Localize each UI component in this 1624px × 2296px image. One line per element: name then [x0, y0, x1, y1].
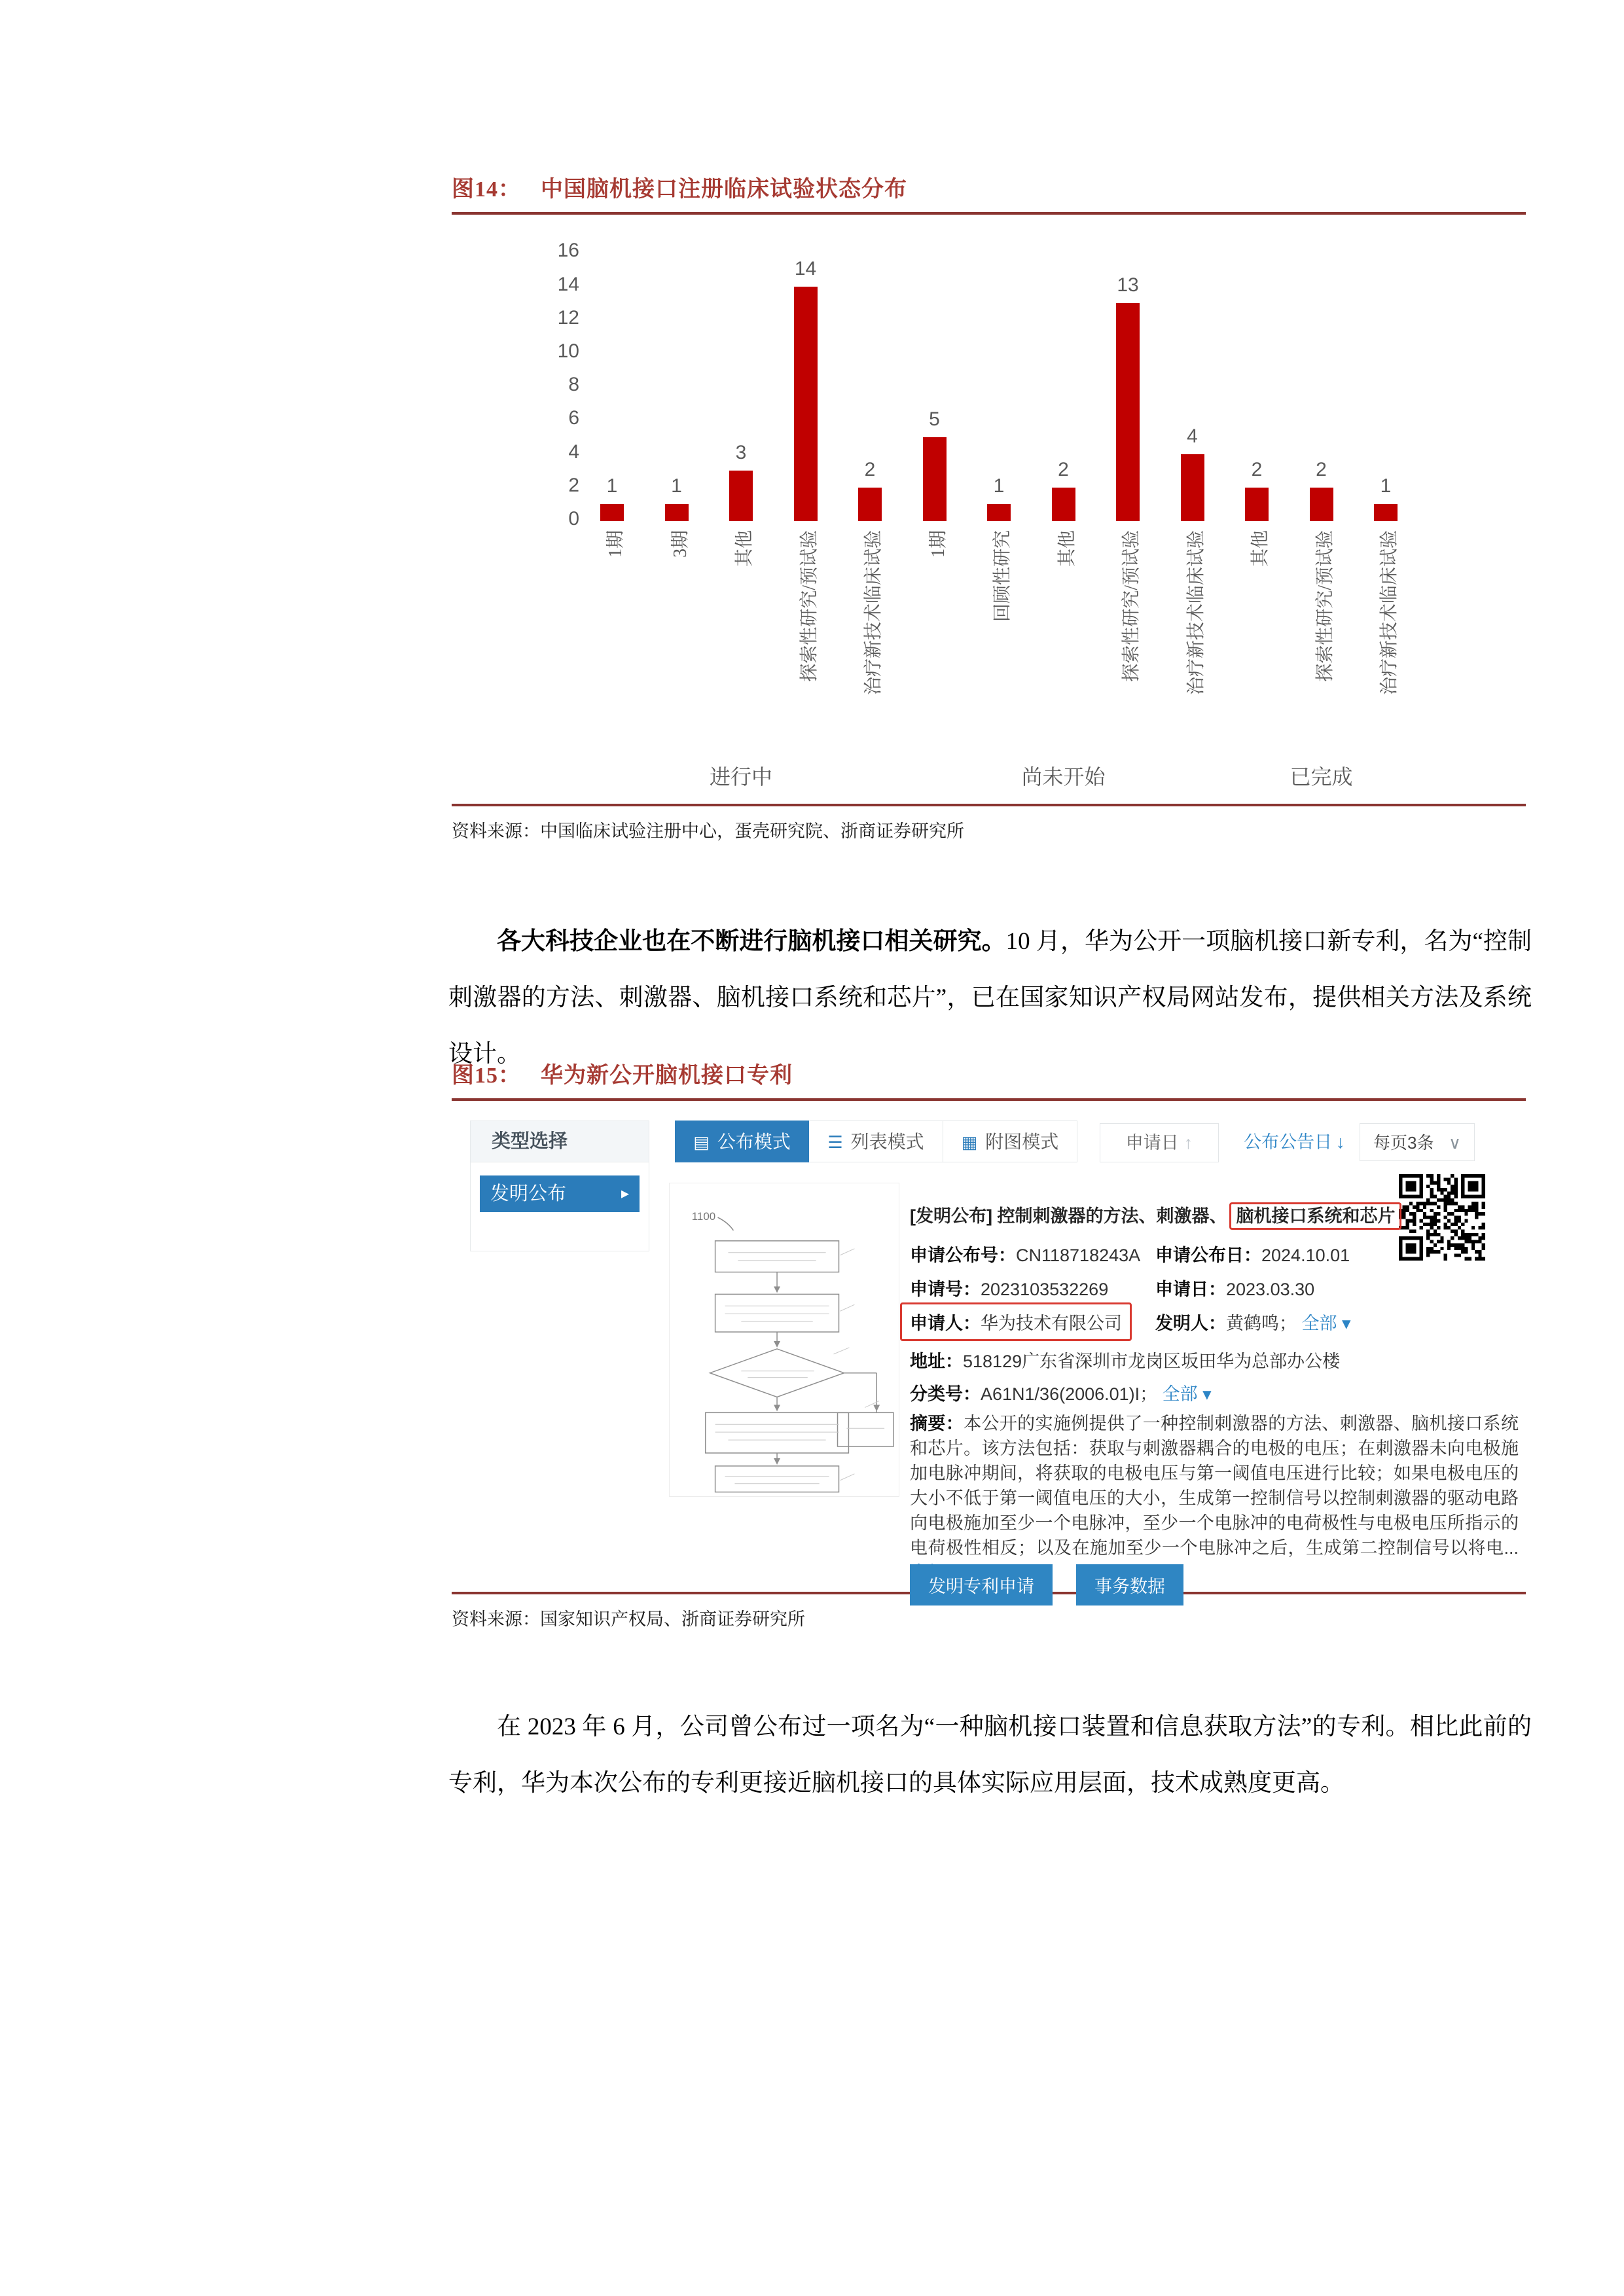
figure-15-title-text: 华为新公开脑机接口专利 [541, 1064, 793, 1088]
figure-15-title [452, 1062, 1526, 1090]
bar-value-label: 3 [735, 442, 747, 463]
sidebar-item-invention-publication[interactable] [480, 1175, 640, 1212]
paragraph-2-text: 在 2023 年 6 月，公司曾公布过一项名为“一种脑机接口装置和信息获取方法”的专利。相比此前的专利，华为本次公布的专利更接近脑机接口的具体实际应用层面，技术成熟度更高。 [448, 1713, 1532, 1797]
y-axis-tick: 4 [568, 440, 579, 463]
y-axis-tick: 0 [568, 508, 579, 529]
patent-field-label: 地址： [910, 1352, 963, 1371]
expand-all-link[interactable]: 全部 ▾ [1157, 1384, 1212, 1404]
bar [794, 287, 818, 521]
bar-value-label: 2 [864, 459, 876, 480]
bar [1245, 488, 1269, 521]
page-size-value: 每页3条 [1373, 1133, 1434, 1153]
patent-action-buttons [910, 1564, 1183, 1605]
publish-mode-icon: ▤ [693, 1132, 710, 1152]
sort-publish-date-button[interactable] [1244, 1123, 1345, 1161]
patent-field-value: CN118718243A [1016, 1246, 1141, 1265]
sort-apply-date-label: 申请日 [1125, 1133, 1179, 1153]
x-axis-group-label: 进行中 [709, 765, 772, 789]
page-size-select[interactable] [1360, 1123, 1475, 1161]
arrow-up-icon: ↑ [1183, 1133, 1193, 1153]
figure-15 [452, 1062, 1526, 1630]
transaction-data-button[interactable]: 事务数据 [1076, 1564, 1183, 1605]
patent-field [1155, 1275, 1314, 1300]
clinical-trial-bar-chart: 0 2 4 6 8 10 12 14 16 1 1期 1 3期 3 其他 14 探索性研究/预试验 2 治疗新技术临床试验 5 1期 1 回顾性研究 2 其他 13 探索性研究/预试验 4 治疗新技术临床试验 2 其他 2 探索性研究/预试验 1 治疗新技术临床试验 进行中 尚未开始 已完成 [452, 233, 1526, 804]
patent-flowchart-figure [669, 1183, 899, 1497]
bar [1052, 488, 1075, 521]
bar [858, 488, 882, 521]
patent-field-value: 2024.10.01 [1261, 1246, 1350, 1265]
bar-value-label: 4 [1187, 425, 1198, 447]
figure-14-title [452, 175, 1526, 204]
abstract-text: 本公开的实施例提供了一种控制刺激器的方法、刺激器、脑机接口系统和芯片。该方法包括：获取与刺激器耦合的电极的电压；在刺激器未向电极施加电脉冲期间，将获取的电极电压与第一阈值电压进行比较；如果电极电压的大小不低于第一阈值电压的大小，生成第一控制信号以控制刺激器的驱动电路向电极施加至少一个电脉冲，至少一个电脉冲的电荷极性与电极电压所指示的电荷极性相反；以及在施加至少一个电脉冲之后，生成第二控制信号以将电... [910, 1414, 1519, 1558]
bar-value-label: 1 [993, 475, 1005, 497]
figure-14-label: 图14： [452, 177, 521, 202]
patent-field-label: 申请人： [910, 1314, 981, 1333]
bar [729, 471, 753, 521]
body-paragraph-2 [448, 1699, 1532, 1812]
bar-value-label: 1 [1380, 475, 1392, 497]
figure-15-source: 资料来源：国家知识产权局、浙商证券研究所 [452, 1609, 805, 1629]
caret-right-icon: ▸ [621, 1185, 629, 1202]
patent-field [1155, 1241, 1350, 1266]
patent-title-main: 控制刺激器的方法、刺激器、 [997, 1206, 1227, 1226]
patent-field-label: 发明人： [1155, 1314, 1226, 1333]
paragraph-1-rest: 10 月，华为公开一项脑机接口新专利，名为“控制刺激器的方法、刺激器、脑机接口系统和芯片”，已在国家知识产权局网站发布，提供相关方法及系统设计。 [448, 928, 1532, 1067]
sort-apply-date-button[interactable] [1100, 1123, 1219, 1162]
x-axis-group-label: 已完成 [1290, 765, 1353, 789]
paragraph-1-bold: 各大科技企业也在不断进行脑机接口相关研究。 [497, 928, 1006, 955]
bar [1116, 303, 1140, 521]
bar [1310, 488, 1333, 521]
y-axis-tick: 2 [568, 474, 579, 496]
tab-figure-mode[interactable] [943, 1121, 1077, 1162]
y-axis-tick: 16 [557, 240, 579, 262]
patent-field [910, 1347, 1340, 1372]
patent-abstract [910, 1411, 1519, 1585]
figure-15-label: 图15： [452, 1064, 521, 1088]
tab-publish-mode[interactable] [675, 1121, 809, 1162]
patent-field-label: 申请公布号： [910, 1246, 1016, 1265]
bar [1374, 504, 1398, 521]
bar [987, 504, 1011, 521]
figure-14-bottom-rule [452, 804, 1526, 806]
patent-field-value: 黄鹤鸣； [1226, 1314, 1297, 1333]
patent-title-tag: [发明公布] [910, 1206, 998, 1226]
patent-field-value: 2023.03.30 [1226, 1280, 1315, 1299]
bar-value-label: 14 [794, 258, 817, 279]
abstract-label: 摘要： [910, 1414, 964, 1433]
patent-field [900, 1302, 1132, 1341]
view-mode-tabbar [675, 1121, 1077, 1162]
patent-field-label: 分类号： [910, 1384, 981, 1404]
arrow-down-icon: ↓ [1336, 1132, 1345, 1152]
list-mode-icon: ☰ [827, 1132, 843, 1152]
figure-14 [452, 175, 1526, 842]
patent-field [910, 1380, 1212, 1405]
qr-code [1399, 1174, 1485, 1261]
figure-14-top-rule [452, 212, 1526, 215]
invention-publication-label: 发明公布 [490, 1183, 567, 1204]
chevron-down-icon: ∨ [1448, 1133, 1461, 1153]
bar-value-label: 2 [1058, 459, 1069, 480]
x-axis-group-label: 尚未开始 [1021, 765, 1106, 789]
invention-application-button[interactable]: 发明专利申请 [910, 1564, 1053, 1605]
bar [923, 437, 947, 521]
tab-label: 公布模式 [717, 1132, 791, 1152]
y-axis-tick: 14 [557, 273, 579, 295]
patent-title [910, 1202, 1401, 1227]
y-axis-tick: 8 [568, 374, 579, 396]
figure-14-title-text: 中国脑机接口注册临床试验状态分布 [541, 177, 907, 202]
patent-field [910, 1275, 1108, 1300]
bar-value-label: 13 [1117, 274, 1139, 296]
body-paragraph-1 [448, 914, 1532, 1083]
patent-title-highlighted: 脑机接口系统和芯片 [1229, 1202, 1401, 1230]
patent-field-value: 2023103532269 [981, 1280, 1109, 1299]
bar-value-label: 5 [929, 408, 940, 430]
bar [665, 504, 689, 521]
y-axis-tick: 6 [568, 407, 579, 429]
figure-mode-icon: ▦ [961, 1132, 978, 1152]
expand-all-link[interactable]: 全部 ▾ [1297, 1314, 1351, 1333]
bar-value-label: 2 [1316, 459, 1327, 480]
figure-15-top-rule [452, 1098, 1526, 1101]
patent-field-value: 华为技术有限公司 [981, 1314, 1122, 1333]
patent-field-value: 518129广东省深圳市龙岗区坂田华为总部办公楼 [963, 1352, 1341, 1371]
figure-14-source: 资料来源：中国临床试验注册中心，蛋壳研究院、浙商证券研究所 [452, 821, 964, 841]
type-filter-panel [470, 1121, 649, 1251]
patent-database-screenshot [452, 1106, 1526, 1596]
bar [1181, 454, 1204, 521]
patent-field-value: A61N1/36(2006.01)I； [981, 1384, 1158, 1404]
tab-list-mode[interactable] [809, 1121, 943, 1162]
patent-field-label: 申请公布日： [1155, 1246, 1261, 1265]
bar-value-label: 1 [606, 475, 618, 497]
flowchart-ref-label: 1100 [691, 1210, 716, 1223]
bar [600, 504, 624, 521]
sort-publish-date-label: 公布公告日 [1244, 1132, 1332, 1152]
y-axis-tick: 12 [557, 306, 579, 329]
tab-label: 列表模式 [850, 1132, 924, 1152]
patent-field [910, 1241, 1140, 1266]
bar-value-label: 2 [1251, 459, 1263, 480]
y-axis-tick: 10 [557, 340, 579, 362]
patent-field [1155, 1309, 1351, 1335]
tab-label: 附图模式 [985, 1132, 1059, 1152]
bar-value-label: 1 [671, 475, 682, 497]
patent-field-label: 申请号： [910, 1280, 981, 1299]
patent-field-label: 申请日： [1155, 1280, 1226, 1299]
type-filter-header: 类型选择 [471, 1121, 649, 1162]
